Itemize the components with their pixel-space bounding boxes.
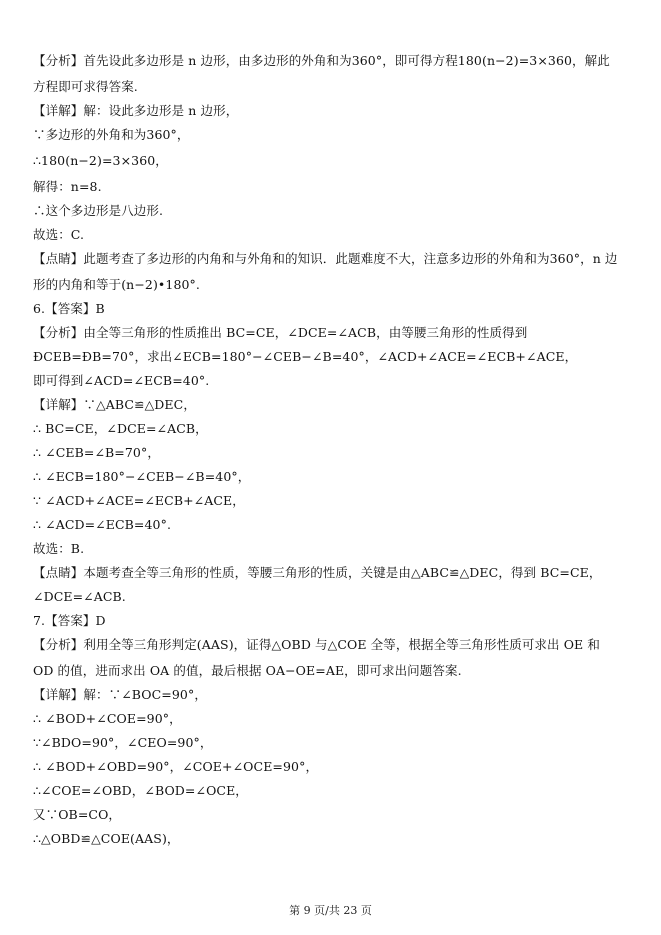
text-line-11: 6.【答案】B: [33, 301, 105, 316]
text-line-30: ∴ ∠BOD+∠OBD=90°，∠COE+∠OCE=90°，: [33, 759, 319, 774]
text-line-33: ∴△OBD≌△COE(AAS)，: [33, 831, 180, 846]
text-line-22: 【点睛】本题考查全等三角形的性质，等腰三角形的性质，关键是由△ABC≌△DEC，得到 BC=CE，: [33, 565, 602, 580]
text-line-12: 【分析】由全等三角形的性质推出 BC=CE，∠DCE=∠ACB，由等腰三角形的性质得到: [33, 325, 528, 340]
text-line-8: 故选：C.: [33, 227, 85, 242]
text-line-4: ∵多边形的外角和为360°，: [33, 127, 190, 142]
text-line-20: ∴ ∠ACD=∠ECB=40°.: [33, 517, 172, 532]
text-line-24: 7.【答案】D: [33, 613, 106, 628]
text-line-25: 【分析】利用全等三角形判定(AAS)，证得△OBD 与△COE 全等，根据全等三角形性质可求出 OE 和: [33, 637, 600, 652]
text-line-27: 【详解】解：∵∠BOC=90°，: [33, 687, 207, 702]
text-line-32: 又∵OB=CO，: [33, 807, 122, 822]
text-line-31: ∴∠COE=∠OBD，∠BOD=∠OCE，: [33, 783, 248, 798]
text-line-23: ∠DCE=∠ACB.: [33, 589, 126, 604]
text-line-18: ∴ ∠ECB=180°−∠CEB−∠B=40°，: [33, 469, 251, 484]
text-line-10: 形的内角和等于(n−2)•180°.: [33, 277, 200, 292]
text-line-3: 【详解】解：设此多边形是 n 边形，: [33, 103, 239, 118]
text-line-17: ∴ ∠CEB=∠B=70°，: [33, 445, 160, 460]
text-line-28: ∴ ∠BOD+∠COE=90°，: [33, 711, 182, 726]
text-line-14: 即可得到∠ACD=∠ECB=40°.: [33, 373, 210, 388]
text-line-19: ∵ ∠ACD+∠ACE=∠ECB+∠ACE，: [33, 493, 245, 508]
text-line-9: 【点睛】此题考查了多边形的内角和与外角和的知识．此题难度不大，注意多边形的外角和为360°，n 边: [33, 251, 618, 266]
text-line-1: 【分析】首先设此多边形是 n 边形，由多边形的外角和为360°，即可得方程180(n−2)=3×360，解此: [33, 53, 610, 68]
text-line-15: 【详解】∵△ABC≌△DEC，: [33, 397, 196, 412]
text-line-29: ∵∠BDO=90°，∠CEO=90°，: [33, 735, 213, 750]
text-line-21: 故选：B.: [33, 541, 85, 556]
text-line-26: OD 的值，进而求出 OA 的值，最后根据 OA−OE=AE，即可求出问题答案.: [33, 663, 462, 678]
text-line-7: ∴这个多边形是八边形.: [33, 203, 164, 218]
text-line-16: ∴ BC=CE，∠DCE=∠ACB，: [33, 421, 208, 436]
page-footer: 第 9 页/共 23 页: [289, 904, 372, 917]
text-line-6: 解得：n=8.: [33, 179, 102, 194]
text-line-5: ∴180(n−2)=3×360，: [33, 153, 168, 168]
text-line-13: ĐCEB=ĐB=70°，求出∠ECB=180°−∠CEB−∠B=40°，∠ACD+∠ACE=∠ECB+∠ACE，: [33, 349, 578, 364]
text-line-2: 方程即可求得答案.: [33, 79, 138, 94]
